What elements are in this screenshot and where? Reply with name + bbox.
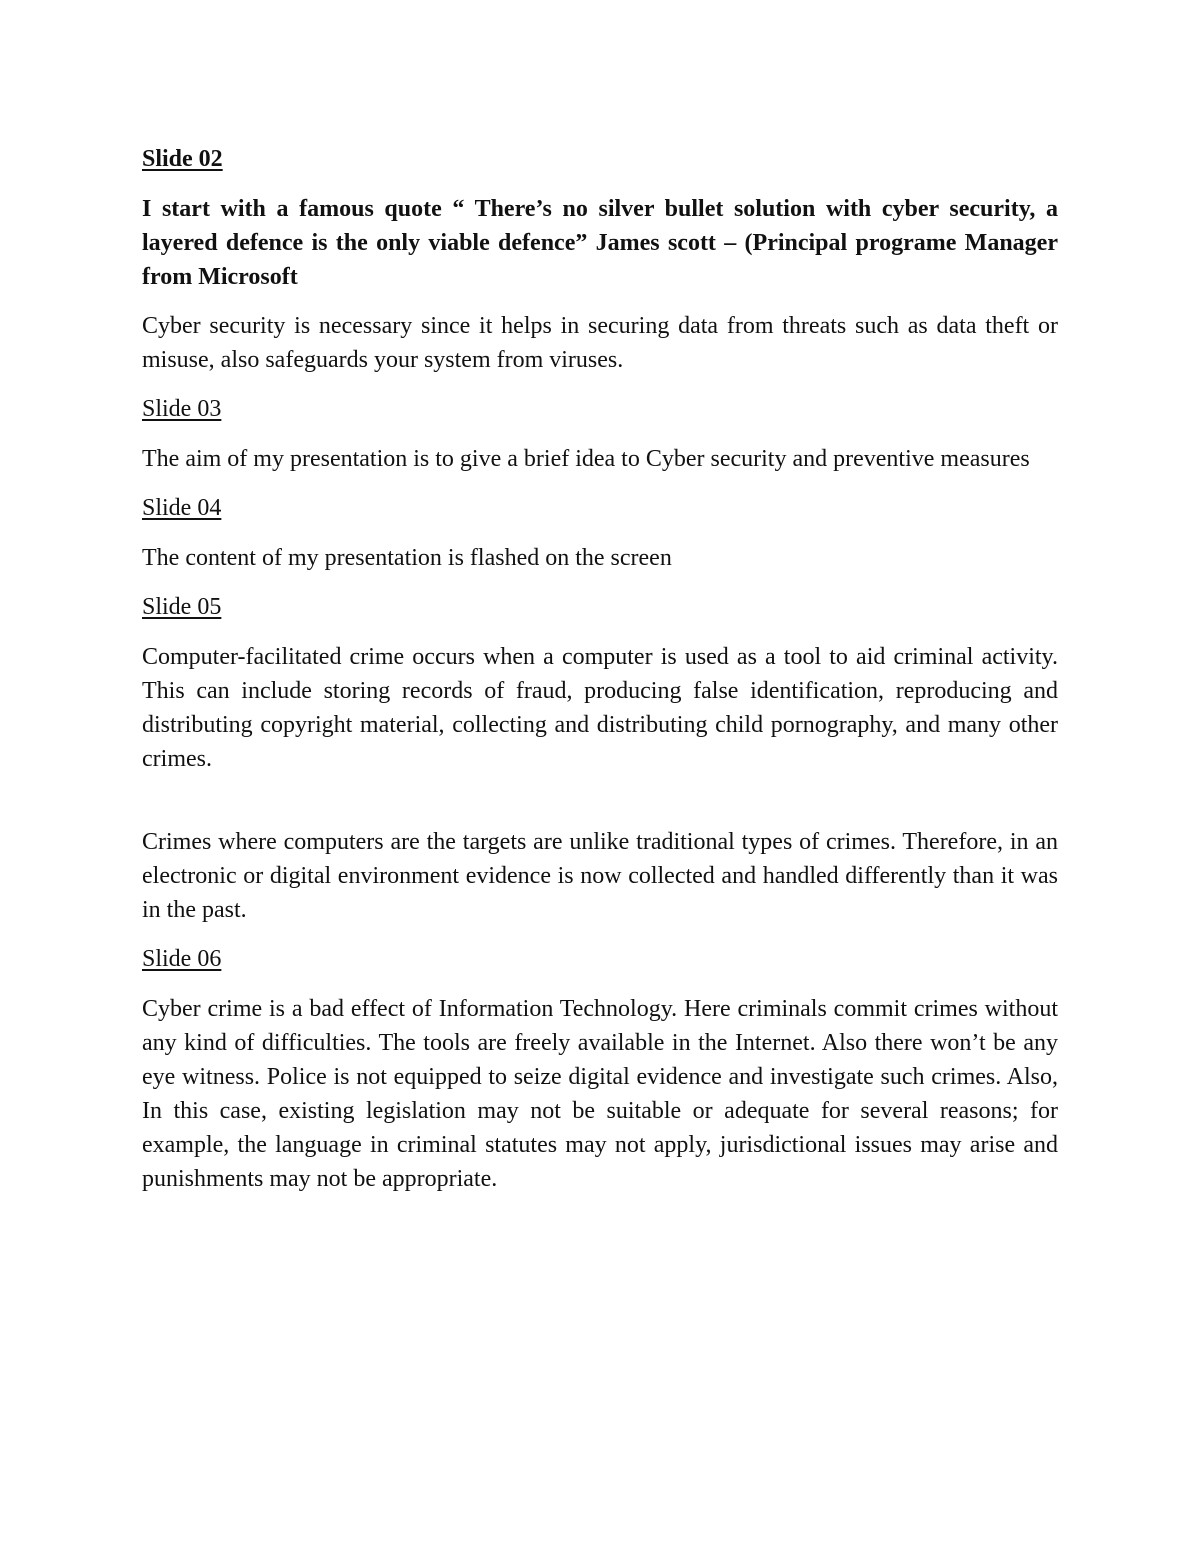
section-heading-slide-04: Slide 04 <box>142 495 222 521</box>
paragraph-presentation-content: The content of my presentation is flashed on the screen <box>142 545 672 571</box>
section-heading-slide-05: Slide 05 <box>142 594 222 620</box>
paragraph-computer-facilitated-crime: Computer-facilitated crime occurs when a computer is used as a tool to aid criminal activity. This can include storing records of fraud, producing false identification, reproducing and distributing copyright material, collecting and distributing child pornography, and many other crimes. <box>142 644 1058 772</box>
paragraph-spacer <box>142 791 1058 825</box>
paragraph-quote: I start with a famous quote “ There’s no silver bullet solution with cyber security, a layered defence is the only viable defence” James scott – (Principal programe Manager from Microsoft <box>142 196 1058 290</box>
paragraph-computer-target-crimes: Crimes where computers are the targets are unlike traditional types of crimes. Therefore, in an electronic or digital environment evidence is now collected and handled differently than it was in the past. <box>142 829 1058 923</box>
paragraph-cyber-crime-effects: Cyber crime is a bad effect of Information Technology. Here criminals commit crimes without any kind of difficulties. The tools are freely available in the Internet. Also there won’t be any eye witness. Police is not equipped to seize digital evidence and investigate such crimes. Also, In this case, existing legislation may not be suitable or adequate for several reasons; for example, the language in criminal statutes may not apply, jurisdictional issues may arise and punishments may not be appropriate. <box>142 996 1058 1192</box>
paragraph-cyber-security-necessity: Cyber security is necessary since it helps in securing data from threats such as data theft or misuse, also safeguards your system from viruses. <box>142 313 1058 373</box>
section-heading-slide-03: Slide 03 <box>142 396 222 422</box>
paragraph-presentation-aim: The aim of my presentation is to give a brief idea to Cyber security and preventive measures <box>142 446 1030 472</box>
document-page <box>142 142 1058 1211</box>
section-heading-slide-06: Slide 06 <box>142 946 222 972</box>
section-heading-slide-02: Slide 02 <box>142 146 223 172</box>
